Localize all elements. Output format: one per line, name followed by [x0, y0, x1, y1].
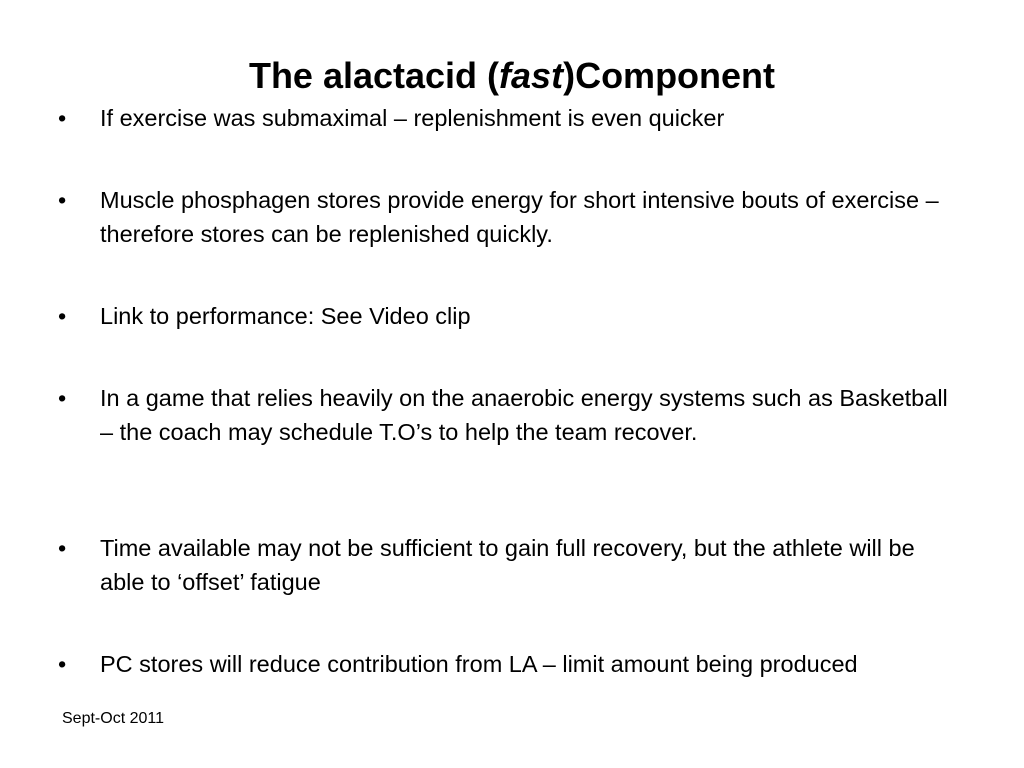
bullet-text-2: Muscle phosphagen stores provide energy for short intensive bouts of exercise – therefore stores can be replenished quickly. — [100, 187, 939, 247]
bullet-item-2 — [58, 183, 958, 251]
bullet-item-1 — [58, 101, 958, 135]
title-text-end: )Component — [563, 55, 776, 97]
bullet-text-1: If exercise was submaximal – replenishment is even quicker — [100, 105, 725, 131]
bullet-item-3 — [58, 299, 958, 333]
bullet-item-6 — [58, 647, 958, 681]
title-text-italic: fast — [499, 55, 564, 97]
bullet-marker: • — [58, 105, 67, 131]
bullet-marker: • — [58, 385, 67, 411]
bullet-marker: • — [58, 187, 67, 213]
bullet-item-5 — [58, 531, 958, 599]
bullet-marker: • — [58, 651, 67, 677]
bullet-text-4: In a game that relies heavily on the anaerobic energy systems such as Basketball – the coach may schedule T.O’s to help the team recover. — [100, 385, 948, 445]
bullet-text-6: PC stores will reduce contribution from LA – limit amount being produced — [100, 651, 858, 677]
bullet-text-3: Link to performance: See Video clip — [100, 303, 471, 329]
bullet-marker: • — [58, 535, 67, 561]
title-text-start: The alactacid ( — [248, 55, 500, 97]
bullet-marker: • — [58, 303, 67, 329]
bullet-text-5: Time available may not be sufficient to gain full recovery, but the athlete will be able to ‘offset’ fatigue — [100, 535, 915, 595]
bullet-item-4 — [58, 381, 958, 449]
slide-footer-date: Sept-Oct 2011 — [62, 710, 164, 727]
